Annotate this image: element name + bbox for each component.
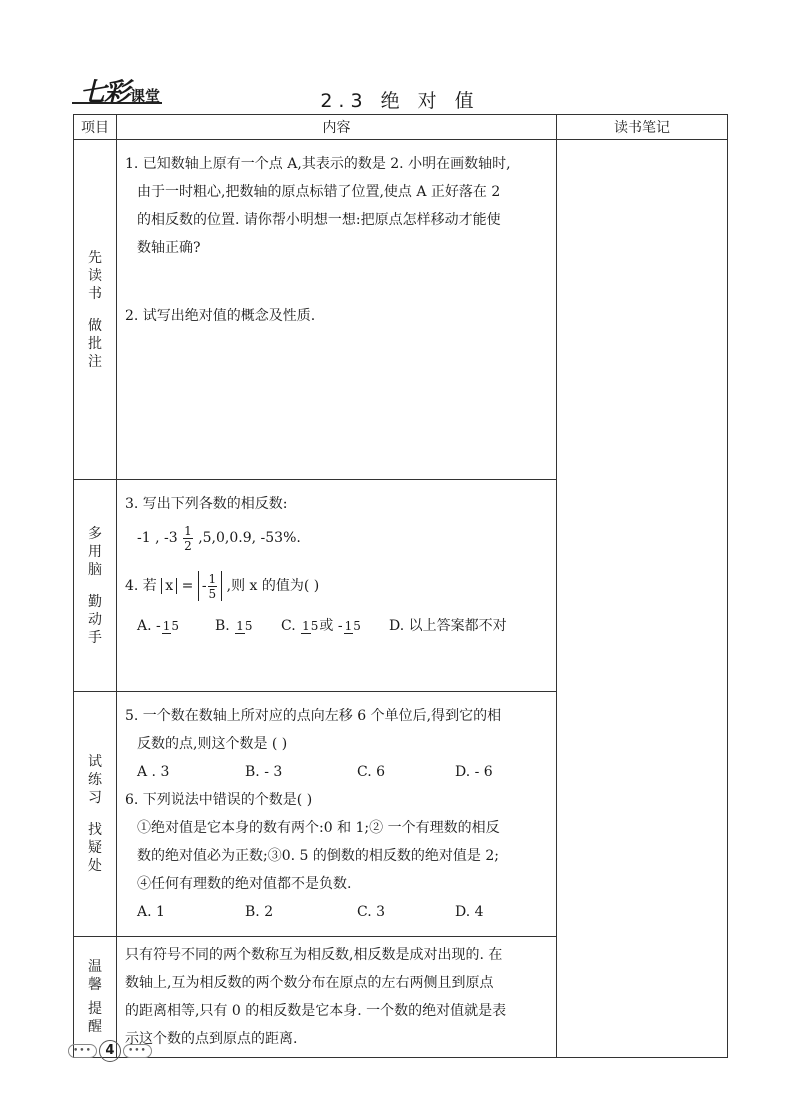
tip-line: 数轴上,互为相反数的两个数分布在原点的左右两侧且到原点	[125, 975, 494, 991]
abs-x: x	[161, 578, 177, 594]
question-1-line: 1. 已知数轴上原有一个点 A,其表示的数是 2. 小明在画数轴时,	[125, 156, 511, 172]
section-content-read	[117, 140, 557, 480]
question-6-options: A. 1 B. 2 C. 3 D. 4	[137, 904, 484, 920]
question-4: 4. 若 x = - $\frac{1}{5}$ ,则 x 的值为( )	[125, 571, 320, 601]
question-5-line: 5. 一个数在数轴上所对应的点向左移 6 个单位后,得到它的相	[125, 708, 502, 724]
question-2: 2. 试写出绝对值的概念及性质.	[125, 308, 316, 324]
question-6-line: ④任何有理数的绝对值都不是负数.	[137, 876, 352, 892]
question-6: 6. 下列说法中错误的个数是( )	[125, 792, 313, 808]
page-number: 4	[99, 1040, 121, 1062]
question-6-line: 数的绝对值必为正数;③0. 5 的倒数的相反数的绝对值是 2;	[137, 848, 499, 864]
question-3: 3. 写出下列各数的相反数:	[125, 496, 288, 512]
tip-line: 的距离相等,只有 0 的相反数是它本身. 一个数的绝对值就是表	[125, 1003, 507, 1019]
question-4-options	[125, 606, 548, 646]
page-number-badge	[68, 1040, 152, 1062]
notes-column[interactable]	[557, 140, 728, 1058]
option-a: A. - 15	[137, 618, 180, 634]
section-label-think: 多用脑 勤动手	[74, 480, 117, 692]
tip-line: 示这个数的点到原点的距离.	[125, 1031, 298, 1047]
header-item: 项目	[74, 115, 117, 140]
option-c: C. 15或 - 15	[281, 618, 361, 634]
question-5-line: 反数的点,则这个数是 ( )	[137, 736, 288, 752]
page-dots-right: •••	[123, 1044, 152, 1058]
question-3-numbers: -1 , -3 $\frac{1}{2}$ ,5,0,0.9, -53%.	[137, 523, 301, 553]
page-dots-left: •••	[68, 1044, 97, 1058]
header-notes: 读书笔记	[557, 115, 728, 140]
question-1-line: 由于一时粗心,把数轴的原点标错了位置,使点 A 正好落在 2	[137, 184, 501, 200]
section-read	[74, 140, 728, 480]
logo-sub: 课堂	[130, 87, 161, 105]
option-d: D. 以上答案都不对	[389, 618, 507, 634]
tip-line: 只有符号不同的两个数称互为相反数,相反数是成对出现的. 在	[125, 947, 503, 963]
section-content-practice	[117, 692, 557, 937]
study-table	[73, 114, 728, 1058]
option-b: B. 15	[215, 618, 253, 634]
question-1-line: 数轴正确?	[137, 240, 201, 256]
table-header-row	[74, 115, 728, 140]
section-label-practice: 试练习 找疑处	[74, 692, 117, 937]
header-content: 内容	[117, 115, 557, 140]
section-content-tips	[117, 937, 557, 1058]
question-6-line: ①绝对值是它本身的数有两个:0 和 1;② 一个有理数的相反	[137, 820, 500, 836]
section-content-think	[117, 480, 557, 692]
fraction: $\frac{1}{2}$	[184, 523, 192, 553]
logo-mark: 七彩	[80, 78, 129, 108]
question-1-line: 的相反数的位置. 请你帮小明想一想:把原点怎样移动才能使	[137, 212, 501, 228]
abs-fraction: - $\frac{1}{5}$	[198, 571, 222, 601]
section-label-read: 先读书 做批注	[74, 140, 117, 480]
question-5-options: A . 3 B. - 3 C. 6 D. - 6	[137, 764, 493, 780]
page-title: 2.3 绝 对 值	[320, 90, 480, 112]
section-label-tips: 温馨 提醒	[74, 937, 117, 1058]
